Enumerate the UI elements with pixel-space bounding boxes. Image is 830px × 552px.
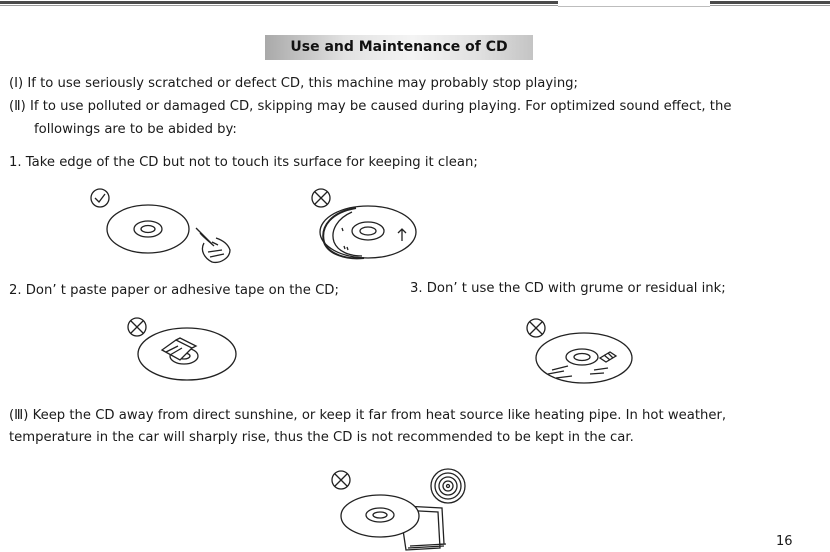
- thumb-outline: [323, 208, 364, 258]
- heat-coil-icon: [431, 469, 465, 503]
- note-1-marker: (Ⅰ): [9, 76, 24, 91]
- page-title: Use and Maintenance of CD: [265, 35, 533, 60]
- tape-strip: [162, 340, 192, 360]
- note-3-text: Keep the CD away from direct sunshine, or keep it far from heat source like heating pipe. In hot weather,: [32, 408, 727, 423]
- cd-correct-handling-illustration: [86, 186, 236, 268]
- note-3-marker: (Ⅲ): [9, 408, 29, 423]
- cd-disc: [536, 333, 632, 383]
- cd-disc: [138, 328, 236, 380]
- cd-incorrect-handling-illustration: [312, 186, 422, 266]
- note-2-marker: (Ⅱ): [9, 99, 26, 114]
- ink-marks: [548, 366, 608, 378]
- arrow-up-icon: [398, 229, 406, 241]
- check-icon: [91, 189, 109, 207]
- cd-with-tape-illustration: [124, 318, 264, 386]
- note-3-continued: temperature in the car will sharply rise, thus the CD is not recommended to be kept in the car.: [9, 430, 634, 445]
- cd-disc: [341, 495, 419, 537]
- cd-with-ink-illustration: [524, 318, 654, 388]
- instruction-1: 1. Take edge of the CD but not to touch its surface for keeping it clean;: [9, 155, 478, 170]
- note-1-text: If to use seriously scratched or defect CD, this machine may probably stop playing;: [27, 76, 578, 91]
- note-3: [9, 407, 726, 425]
- note-2-text: If to use polluted or damaged CD, skipping may be caused during playing. For optimized sound effect, the: [29, 99, 732, 114]
- instruction-2: 2. Don’ t paste paper or adhesive tape on the CD;: [9, 283, 339, 298]
- note-1: [9, 75, 578, 93]
- cd-disc: [107, 205, 189, 253]
- check-mark: [95, 194, 105, 202]
- note-2: [9, 98, 731, 116]
- note-2-continued: followings are to be abided by:: [34, 122, 237, 137]
- header-rule: [0, 0, 830, 8]
- page-number: 16: [776, 534, 793, 549]
- cd-heat-source-illustration: [330, 468, 480, 552]
- hand-icon: [196, 228, 230, 262]
- instruction-3: 3. Don’ t use the CD with grume or residual ink;: [410, 281, 726, 296]
